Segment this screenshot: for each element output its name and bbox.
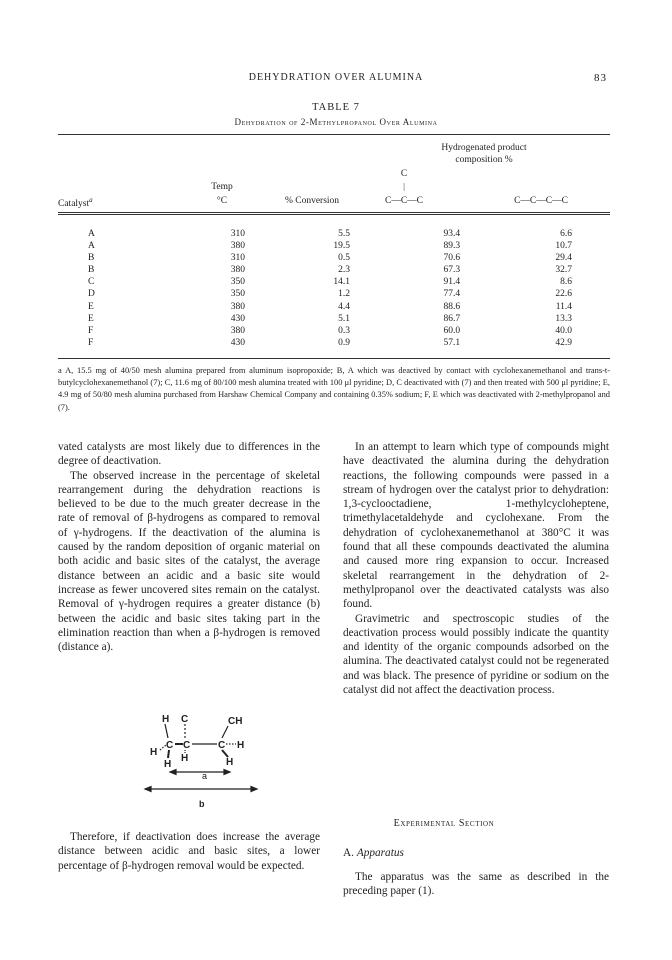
header-conversion: % Conversion [284, 196, 340, 206]
table-bottom-rule [58, 358, 610, 359]
cell-conversion: 5.1 [338, 313, 350, 324]
atom-c-mid: C [183, 740, 191, 751]
cell-temp: 350 [230, 277, 245, 288]
left-column-bottom [58, 830, 320, 873]
cell-linear: 40.0 [555, 325, 572, 336]
cell-catalyst: F [88, 337, 94, 348]
right-column-bottom [343, 870, 609, 899]
cell-linear: 8.6 [560, 277, 572, 288]
cell-temp: 310 [230, 253, 245, 264]
cell-linear: 22.6 [555, 289, 572, 300]
header-catalyst [58, 196, 93, 209]
cell-catalyst: B [88, 265, 95, 276]
atom-h-top: H [162, 714, 170, 725]
cell-catalyst: B [88, 253, 95, 264]
table-row [58, 252, 610, 264]
right-paragraph-2: Gravimetric and spectroscopic studies of the deactivation process would possibly indicate the quantity and identity of the organic compounds adsorbed on the alumina. The deactivated catalyst could not be regenerated and was black. The presence of pyridine or sodium on the catalyst did not affect the deactivation process. [343, 612, 609, 697]
cell-temp: 430 [230, 313, 245, 324]
subsection-title: Apparatus [356, 847, 404, 859]
table-caption [0, 117, 672, 127]
cell-catalyst: A [88, 241, 95, 252]
cell-branched: 86.7 [443, 313, 461, 324]
label-a: a [202, 771, 208, 781]
left-paragraph-2: The observed increase in the percentage of skeletal rearrangement during the dehydration reactions is believed to be due to the much greater decrease in the rate of removal of β-hydrogens as compared to removal of γ-hydrogens. If the deactivation of the alumina is caused by the random deposition of organic material on both acidic and basic sites of the catalyst, the average distance between an acidic and a basic site would increase as fewer uncovered sites remain on the catalyst. Removal of γ-hydrogen requires a greater distance (b) between the acidic and basic sites taking part in the elimination reaction than when a β-hydrogen is removed (distance a). [58, 469, 320, 654]
table-top-rule [58, 134, 610, 135]
cell-temp: 380 [230, 241, 245, 252]
page-number: 83 [594, 72, 607, 84]
cell-conversion: 5.5 [338, 229, 350, 239]
cell-branched: 57.1 [443, 337, 461, 348]
table-row [58, 301, 610, 313]
subsection-heading [343, 847, 404, 859]
table-row [58, 276, 610, 288]
table-row [58, 337, 610, 349]
table-row [58, 313, 610, 325]
cell-temp: 350 [230, 289, 245, 300]
cell-linear: 42.9 [555, 337, 572, 348]
cell-conversion: 1.2 [338, 289, 350, 300]
left-paragraph-3: Therefore, if deactivation does increase the average distance between acidic and basic sites, a lower percentage of β-hydrogen removal would be expected. [58, 831, 320, 872]
subsection-label: A. [343, 847, 354, 859]
cell-conversion: 14.1 [333, 277, 350, 288]
atom-h-bottom-right: H [226, 757, 234, 768]
header-product-line1: Hydrogenated product [441, 143, 527, 153]
cell-conversion: 0.5 [338, 253, 350, 264]
cell-catalyst: E [88, 313, 94, 324]
right-column [343, 440, 609, 697]
section-heading-text: Experimental Section [393, 818, 495, 829]
table-footnote: a A, 15.5 mg of 40/50 mesh alumina prepared from aluminum isopropoxide; B, A which was deactived by contact with cyclohexanemethanol and trans-t-butylcyclohexanemethanol (7); C, 11.6 mg of 80/100 mesh alumina treated with 100 μl pyridine; D, C deactivated with (7) and then treated with 500 μl pyridine; E, 4.9 mg of 50/80 mesh alumina purchased from Harshaw Chemical Company and containing 0.35% sodium; F, E which was deactivated with 2-methylpropanol and (7). [58, 366, 610, 412]
header-temp-line1: Temp [211, 182, 233, 192]
cell-linear: 11.4 [555, 301, 572, 312]
table-row [58, 264, 610, 276]
header-product-line2: composition % [455, 155, 513, 165]
atom-ch: CH [228, 716, 243, 727]
table-caption-text: Dehydration of 2-Methylpropanol Over Alumina [234, 117, 438, 127]
cell-branched: 93.4 [443, 229, 461, 239]
cell-conversion: 19.5 [333, 241, 350, 252]
cell-catalyst: C [88, 277, 95, 288]
cell-catalyst: F [88, 325, 94, 336]
header-temp-line2: °C [216, 196, 228, 206]
table-row [58, 288, 610, 300]
cell-linear: 32.7 [555, 265, 572, 276]
cell-linear: 10.7 [555, 241, 572, 252]
atom-c-right: C [218, 740, 226, 751]
header-branched-chain: C—C—C [384, 196, 424, 206]
cell-catalyst: D [88, 289, 95, 300]
cell-conversion: 2.3 [338, 265, 350, 276]
cell-branched: 67.3 [443, 265, 461, 276]
header-catalyst-text: Catalyst [58, 199, 90, 210]
atom-h-bottom-mid: H [181, 753, 189, 764]
cell-linear: 6.6 [560, 229, 572, 239]
table-header-rule-2 [58, 214, 610, 215]
cell-branched: 91.4 [443, 277, 461, 288]
header-linear-chain: C—C—C—C [514, 196, 568, 206]
table-header-rule [58, 212, 610, 213]
atom-h-left: H [150, 747, 158, 758]
table-row [58, 240, 610, 252]
atom-h-bottom-left: H [164, 759, 172, 770]
cell-branched: 89.3 [443, 241, 461, 252]
structure-figure [140, 712, 270, 812]
cell-branched: 60.0 [443, 325, 461, 336]
header-catalyst-note: a [89, 196, 93, 204]
table-row [58, 325, 610, 337]
header-branched-top: C [400, 169, 408, 179]
cell-temp: 380 [230, 325, 245, 336]
running-title: DEHYDRATION OVER ALUMINA [248, 72, 424, 83]
running-header [0, 72, 672, 86]
cell-branched: 77.4 [443, 289, 461, 300]
left-column [58, 440, 320, 654]
atom-h-right: H [237, 740, 245, 751]
cell-branched: 70.6 [443, 253, 461, 264]
right-paragraph-3: The apparatus was the same as described in the preceding paper (1). [343, 871, 609, 898]
cell-branched: 88.6 [443, 301, 461, 312]
cell-linear: 13.3 [555, 313, 572, 324]
cell-temp: 430 [230, 337, 245, 348]
cell-conversion: 4.4 [338, 301, 350, 312]
cell-catalyst: E [88, 301, 94, 312]
atom-c-top: C [181, 714, 189, 725]
cell-temp: 380 [230, 265, 245, 276]
cell-conversion: 0.3 [338, 325, 350, 336]
section-heading [394, 818, 495, 829]
right-paragraph-1: In an attempt to learn which type of compounds might have deactivated the alumina during the dehydration reactions, the following compounds were passed in a stream of hydrogen over the catalyst prior to dehydration: 1,3-cyclooctadiene, 1-methylcycloheptene, trimethylacetaldehyde and cyclohexane. From the dehydration of cyclohexanemethanol at 380°C it was found that all these compounds deactivated the alumina and caused more ring expansion to occur. Increased skeletal rearrangement in the dehydration of 2-methylpropanol over the deactivated catalysts was also found. [343, 441, 609, 611]
cell-catalyst: A [88, 229, 95, 239]
cell-linear: 29.4 [555, 253, 572, 264]
label-b: b [199, 799, 205, 809]
cell-temp: 310 [230, 229, 245, 239]
left-paragraph-1: vated catalysts are most likely due to differences in the degree of deactivation. [58, 441, 320, 468]
atom-c-left: C [166, 740, 174, 751]
table-number: TABLE 7 [312, 102, 360, 113]
cell-temp: 380 [230, 301, 245, 312]
cell-conversion: 0.9 [338, 337, 350, 348]
table-row [58, 228, 610, 240]
header-branched-bond: | [403, 182, 405, 191]
data-table [58, 228, 610, 349]
